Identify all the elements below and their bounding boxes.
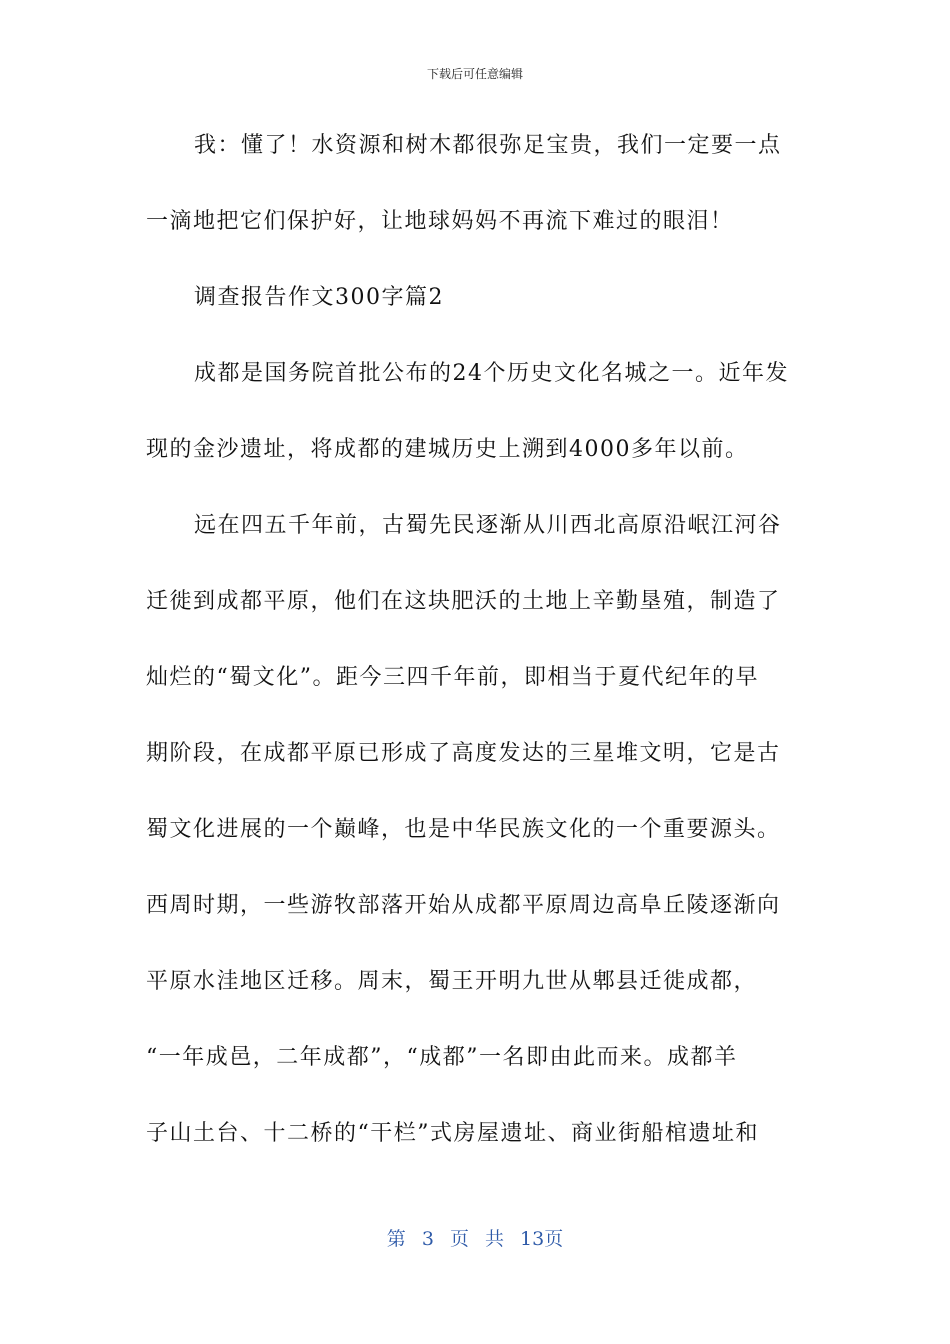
text-line: 期阶段，在成都平原已形成了高度发达的三星堆文明，它是古	[146, 741, 781, 766]
text-line: 现的金沙遗址，将成都的建城历史上溯到4000多年以前。	[146, 437, 749, 462]
text-line: 一滴地把它们保护好，让地球妈妈不再流下难过的眼泪！	[146, 209, 734, 234]
page-number: 第 3 页 共 13页	[386, 1228, 564, 1250]
text-line: 迁徙到成都平原，他们在这块肥沃的土地上辛勤垦殖，制造了	[146, 589, 781, 614]
text-line: 子山土台、十二桥的“干栏”式房屋遗址、商业街船棺遗址和	[146, 1121, 759, 1146]
text-line: 远在四五千年前，古蜀先民逐渐从川西北高原沿岷江河谷	[194, 513, 782, 538]
section-heading: 调查报告作文300字篇2	[194, 285, 444, 310]
text-line: 灿烂的“蜀文化”。距今三四千年前，即相当于夏代纪年的早	[146, 665, 759, 690]
document-body	[146, 122, 816, 1186]
text-line: 成都是国务院首批公布的24个历史文化名城之一。近年发	[194, 361, 789, 386]
text-line: 平原水洼地区迁移。周末，蜀王开明九世从郫县迁徙成都，	[146, 969, 758, 994]
text-line: 蜀文化进展的一个巅峰，也是中华民族文化的一个重要源头。	[146, 817, 781, 842]
text-line: 西周时期，一些游牧部落开始从成都平原周边高阜丘陵逐渐向	[146, 893, 781, 918]
text-line: “一年成邑，二年成都”，“成都”一名即由此而来。成都羊	[146, 1045, 738, 1070]
page-header: 下载后可任意编辑	[426, 67, 523, 81]
text-line: 我：懂了！水资源和树木都很弥足宝贵，我们一定要一点	[194, 133, 782, 158]
